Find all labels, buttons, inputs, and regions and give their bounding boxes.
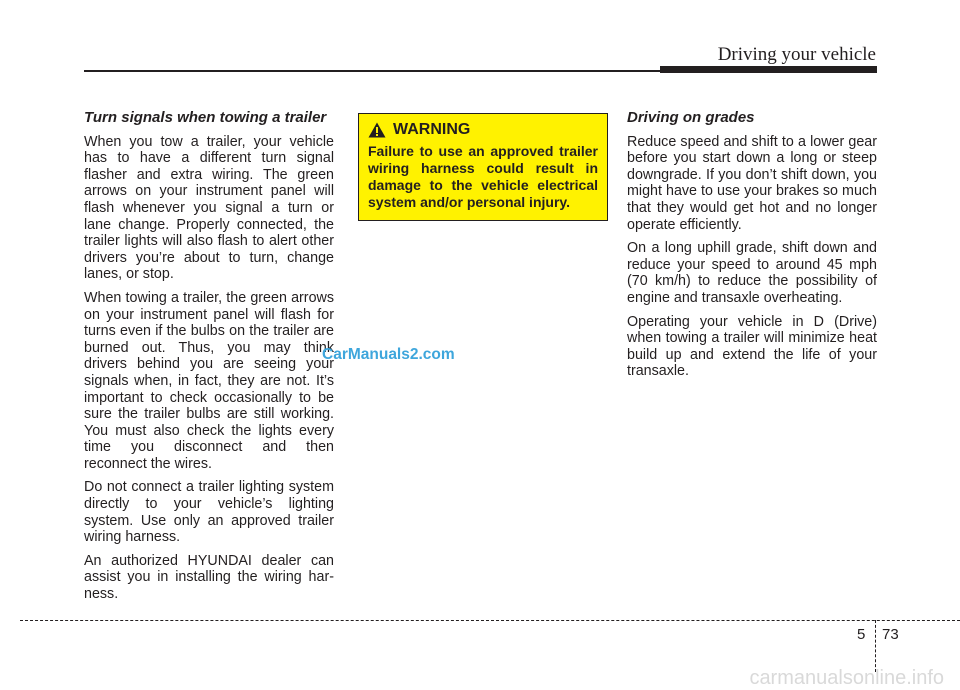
page-number: 73 <box>882 626 899 643</box>
paragraph: Reduce speed and shift to a lower gear before you start down a long or steep downgrade. If you don’t shift down, you might have to use your brakes so much that they would get hot and no longer operate efficiently. <box>627 133 877 233</box>
middle-column <box>358 110 608 221</box>
header-rule-accent <box>660 66 877 73</box>
warning-header <box>368 122 598 139</box>
chapter-number: 5 <box>857 626 866 643</box>
running-header-title: Driving your vehicle <box>717 44 876 65</box>
paragraph: When towing a trailer, the green arrows on your instrument panel will flash for turns even if the bulbs on the trailer are burned out. Thus, you may think drivers behind you are seeing your signals when, in fact, they are not. It’s important to check occasionally to be sure the trailer bulbs are still working. You must also check the lights every time you disconnect and then reconnect the wires. <box>84 289 334 472</box>
watermark-link[interactable]: CarManuals2.com <box>322 346 455 363</box>
warning-title: WARNING <box>393 121 471 138</box>
paragraph: When you tow a trailer, your vehicle has to have a different turn signal flasher and extra wiring. The green arrows on your instrument panel will flash whenever you signal a turn or lane change. Properly connected, the trailer lights will also flash to alert other drivers you’re about to turn, change lanes, or stop. <box>84 133 334 283</box>
footer-site-watermark[interactable]: carmanualsonline.info <box>749 667 944 689</box>
page-number-divider <box>875 620 876 672</box>
section-heading-turn-signals: Turn signals when towing a trailer <box>84 109 327 126</box>
warning-text: Failure to use an approved trailer wiring harness could result in damage to the vehicle electrical system and/or personal injury. <box>368 142 598 210</box>
header-rule <box>84 70 660 72</box>
section-heading-driving-on-grades: Driving on grades <box>627 109 755 126</box>
paragraph: Do not connect a trailer lighting system directly to your vehicle’s lighting system. Use only an approved trailer wiring harness. <box>84 479 334 546</box>
warning-triangle-icon <box>368 122 386 138</box>
footer-rule <box>20 620 960 621</box>
right-column <box>627 110 877 387</box>
paragraph: An authorized HYUNDAI dealer can assist you in installing the wiring harness. <box>84 552 334 603</box>
left-column <box>84 110 334 610</box>
paragraph: Operating your vehicle in D (Drive) when towing a trailer will minimize heat build up and extend the life of your transaxle. <box>627 313 877 380</box>
warning-box <box>358 113 608 221</box>
paragraph: On a long uphill grade, shift down and reduce your speed to around 45 mph (70 km/h) to reduce the possibility of engine and transaxle overheating. <box>627 240 877 306</box>
